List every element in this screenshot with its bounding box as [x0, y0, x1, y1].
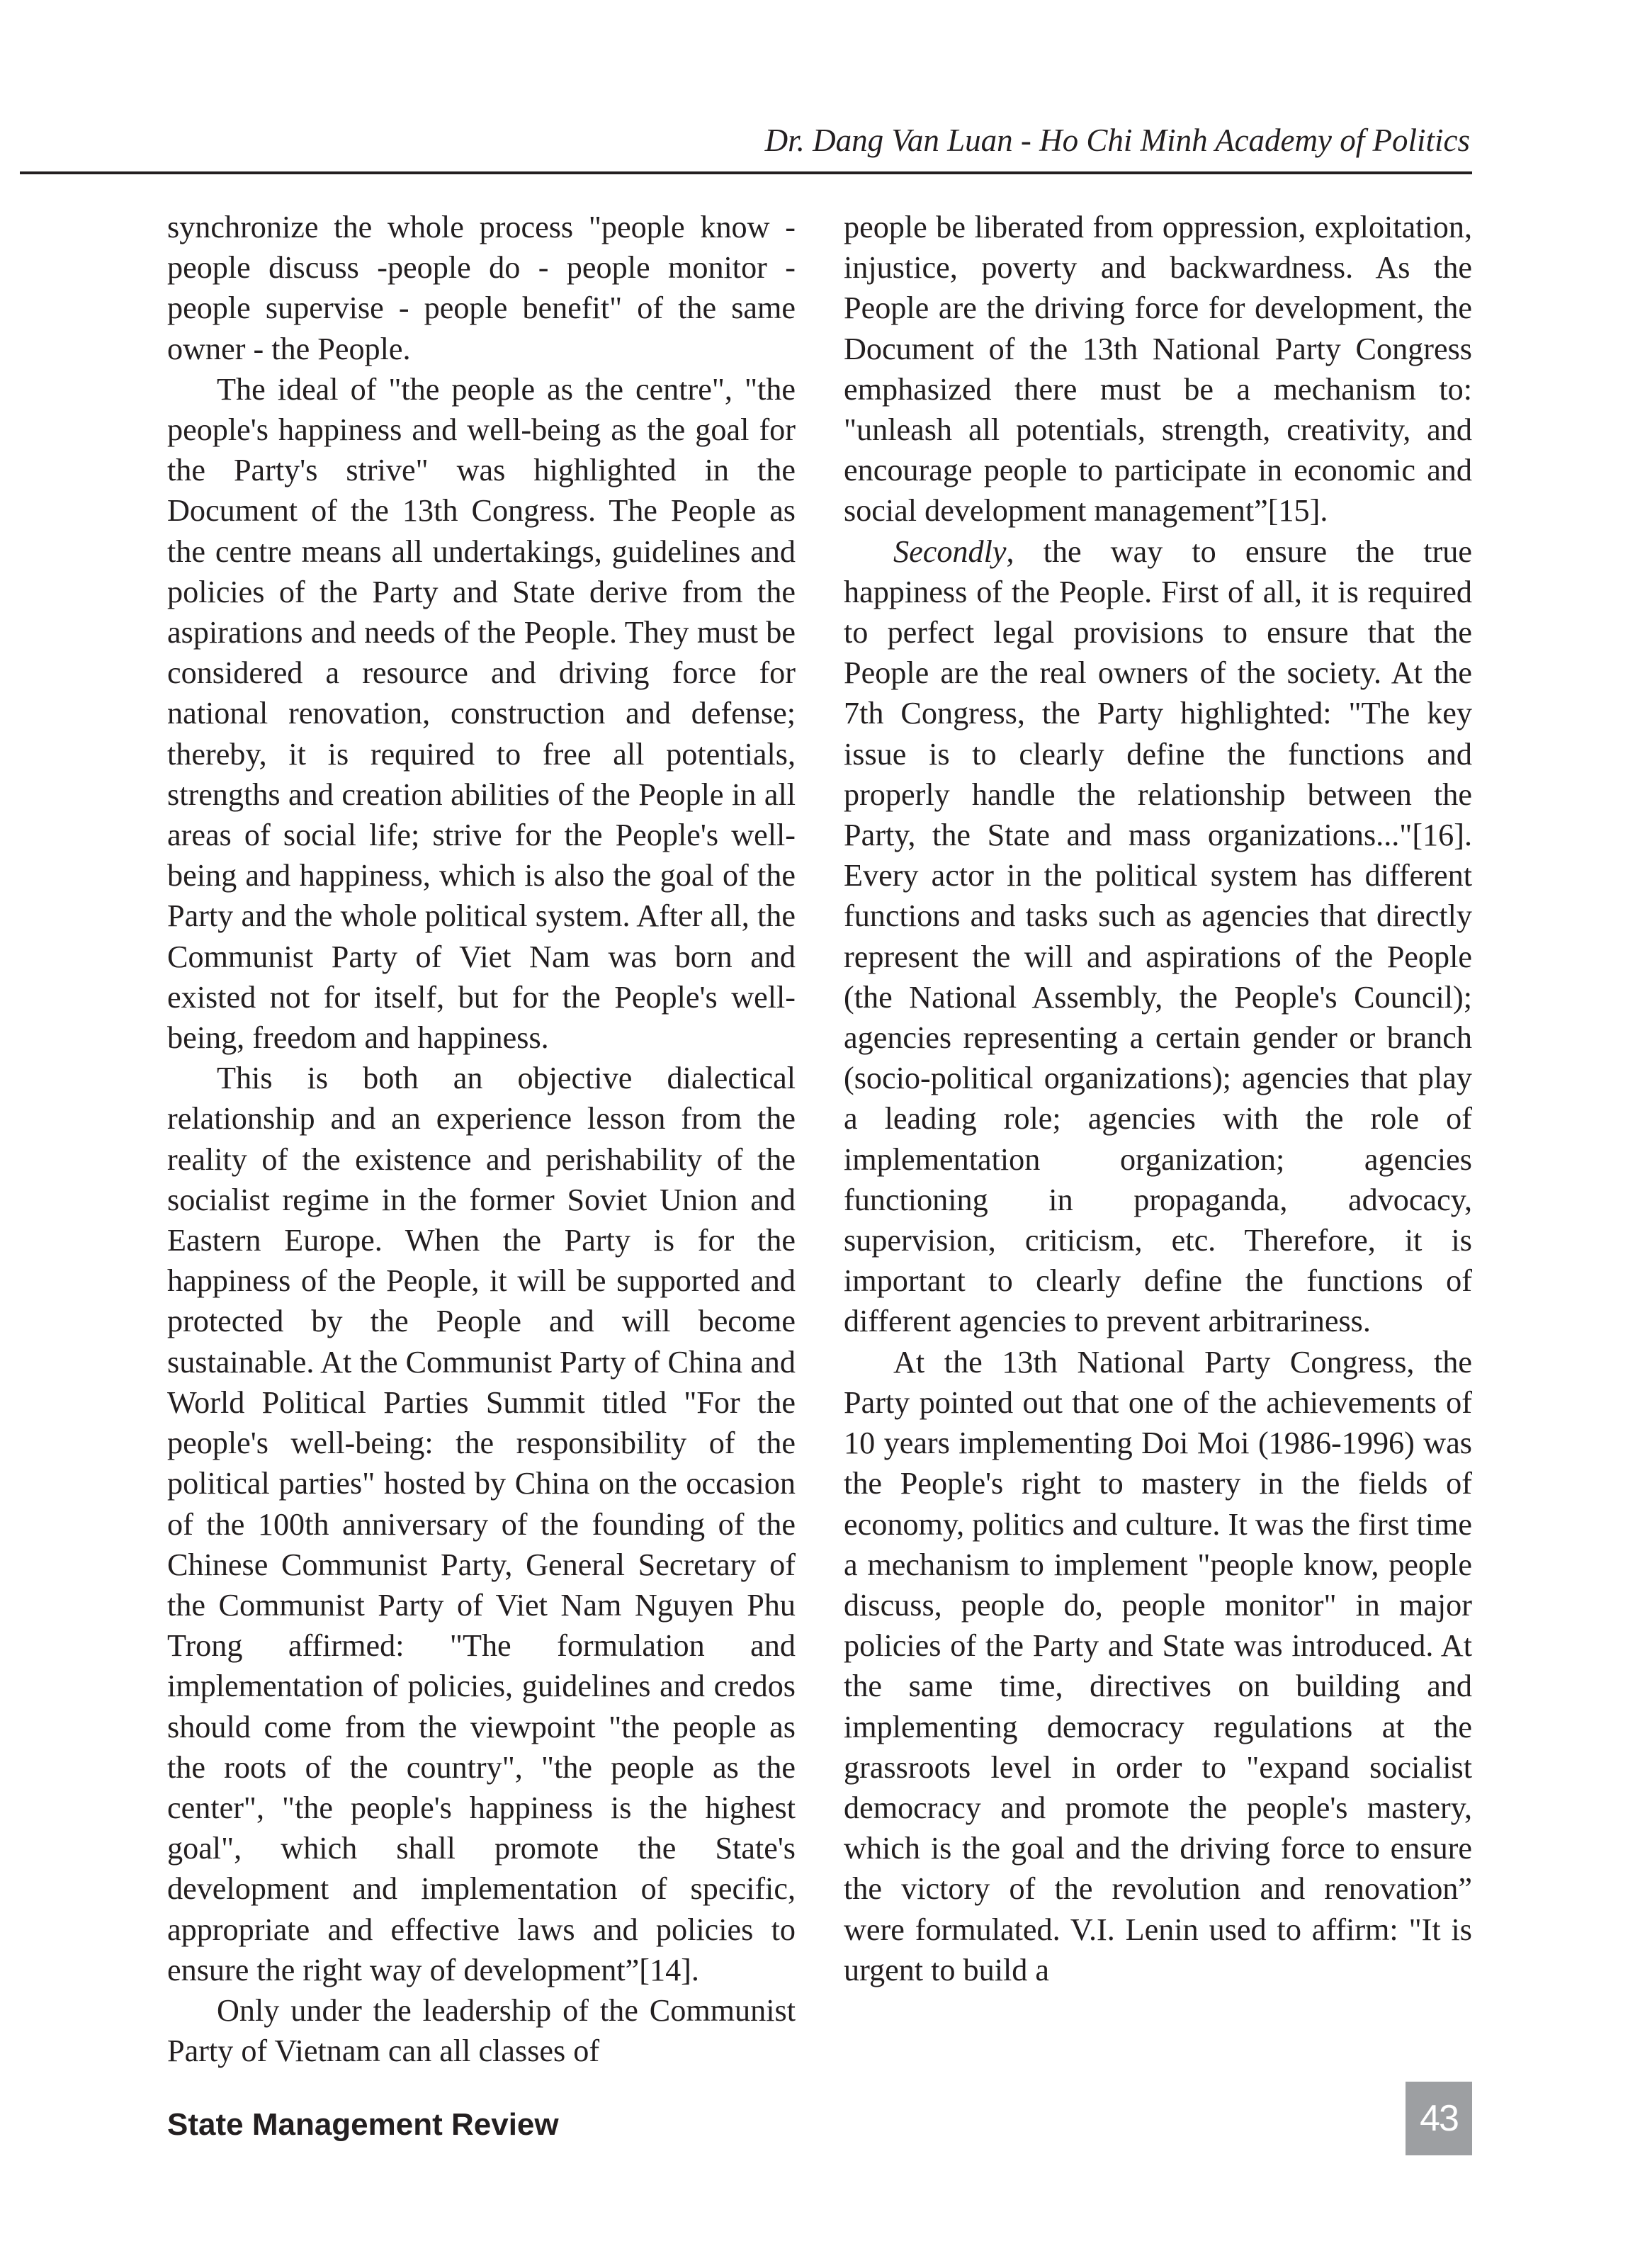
paragraph: people be liberated from oppression, exploitation, injustice, poverty and backwardness. As the People are the driving force for development, the Document of the 13th National Party Congress emphasized there must be a mechanism to: "unleash all potentials, strength, creativity, and encourage people to participate in economic and social development management”[15].: [844, 210, 1472, 529]
paragraph-text: , the way to ensure the true happiness of the People. First of all, it is required to perfect legal provisions to ensure that the People are the real owners of the society. At the 7th Congress, the Party highlighted: "The key issue is to clearly define the functions and properly handle the relationship between the Party, the State and mass organizations..."[16]. Every actor in the political system has different functions and tasks such as agencies that directly represent the will and aspirations of the People (the National Assembly, the People's Council); agencies representing a certain gender or branch (socio-political organizations); agencies that play a leading role; agencies with the role of implementation organization; agencies functioning in propaganda, advocacy, supervision, criticism, etc. Therefore, it is important to clearly define the functions of different agencies to prevent arbitrariness.: [844, 534, 1472, 1339]
running-head: Dr. Dang Van Luan - Ho Chi Minh Academy of Politics: [764, 123, 1470, 158]
left-column: [167, 207, 796, 2071]
paragraph: At the 13th National Party Congress, the Party pointed out that one of the achievements of 10 years implementing Doi Moi (1986-1996) was the People's right to mastery in the fields of economy, politics and culture. It was the first time a mechanism to implement "people know, people discuss, people do, people monitor" in major policies of the Party and State was introduced. At the same time, directives on building and implementing democracy regulations at the grassroots level in order to "expand socialist democracy and promote the people's mastery, which is the goal and the driving force to ensure the victory of the revolution and renovation” were formulated. V.I. Lenin used to affirm: "It is urgent to build a: [844, 1344, 1472, 1987]
right-column: [844, 207, 1472, 1990]
page-number: 43: [1406, 2082, 1472, 2155]
paragraph: This is both an objective dialectical relationship and an experience lesson from the reality of the existence and perishability of the socialist regime in the former Soviet Union and Eastern Europe. When the Party is for the happiness of the People, it will be supported and protected by the People and will become sustainable. At the Communist Party of China and World Political Parties Summit titled "For the people's well-being: the responsibility of the political parties" hosted by China on the occasion of the 100th anniversary of the founding of the Chinese Communist Party, General Secretary of the Communist Party of Viet Nam Nguyen Phu Trong affirmed: "The formulation and implementation of policies, guidelines and credos should come from the viewpoint "the people as the roots of the country", "the people as the center", "the people's happiness is the highest goal", which shall promote the State's development and implementation of specific, appropriate and effective laws and policies to ensure the right way of development”[14].: [167, 1061, 796, 1987]
journal-title: State Management Review: [167, 2107, 559, 2142]
header-divider: [20, 171, 1472, 174]
paragraph: The ideal of "the people as the centre", "the people's happiness and well-being as the goal for the Party's strive" was highlighted in the Document of the 13th Congress. The People as the centre means all undertakings, guidelines and policies of the Party and State derive from the aspirations and needs of the People. They must be considered a resource and driving force for national renovation, construction and defense; thereby, it is required to free all potentials, strengths and creation abilities of the People in all areas of social life; strive for the People's well-being and happiness, which is also the goal of the Party and the whole political system. After all, the Communist Party of Viet Nam was born and existed not for itself, but for the People's well-being, freedom and happiness.: [167, 371, 796, 1056]
paragraph: Only under the leadership of the Communist Party of Vietnam can all classes of: [167, 1992, 796, 2069]
italic-lead: Secondly: [893, 534, 1007, 569]
paragraph: synchronize the whole process "people know - people discuss -people do - people monitor - people supervise - people benefit" of the same owner - the People.: [167, 210, 796, 366]
paragraph: [844, 531, 1472, 1342]
